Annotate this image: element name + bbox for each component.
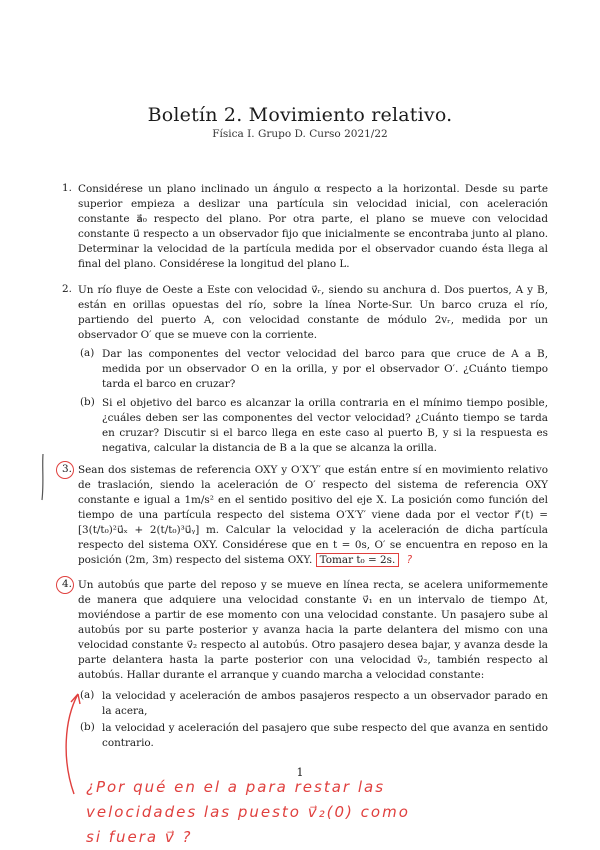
annotation-arrow-icon [58,690,88,800]
problem-2-number: 2. [62,283,72,295]
problem-2-text: Un río fluye de Oeste a Este con velocidad v⃗ᵣ, siendo su anchura d. Dos puertos, A y B, están en orillas opuestas del río, sobre la línea Norte-Sur. Un barco cruza el río, partiendo del puerto A, con velocidad constante de módulo 2vᵣ, medida por un observador O′ que se mueve con la corriente. [78,284,548,341]
problem-2a-text: Dar las componentes del vector velocidad del barco para que cruce de A a B, medida por un observador O en la orilla, y por el observador O′. ¿Cuánto tiempo tarda el barco en cruzar? [102,348,548,390]
problem-4-text: Un autobús que parte del reposo y se mueve en línea recta, se acelera uniformemente de manera que adquiere una velocidad constante v⃗₁ en un intervalo de tiempo Δt, moviéndose a partir de ese momento con una velocidad constante. Un pasajero sube al autobús por su parte posterior y avanza hacia la parte delantera del mismo con una velocidad constante v⃗₂ respecto al autobús. Otro pasajero desea bajar, y avanza desde la parte delantera hasta la parte posterior con una velocidad v⃗₂, también respecto al autobús. Hallar durante el arranque y cuando marcha a velocidad constante: [78,579,548,681]
problem-4b-label: (b) [80,721,95,733]
problem-4b-text: la velocidad y aceleración del pasajero que sube respecto del que avanza en sentido contrario. [102,722,548,749]
problem-2b-label: (b) [80,396,95,408]
problem-1-number: 1. [62,182,72,194]
page-title: Boletín 2. Movimiento relativo. [147,104,453,126]
problem-2b-text: Si el objetivo del barco es alcanzar la orilla contraria en el mínimo tiempo posible, ¿cuáles deben ser las componentes del vector velocidad? ¿Cuánto tiempo se tarda en cruzar? Discutir si el barco llega en este caso al puerto B, y si la respuesta es negativa, calcular la distancia de B a la que se alcanza la orilla. [102,397,548,454]
question-mark-annotation: ? [406,554,413,566]
problem-3-highlight-box: Tomar t₀ = 2s. [316,553,400,567]
problem-3-statement: Sean dos sistemas de referencia OXY y O′X′Y′ que están entre sí en movimiento relativo de traslación, siendo la aceleración de O′ respecto del sistema de referencia OXY constante e igual a 1m/s² en el sentido positivo del eje X. La posición como función del tiempo de una partícula respecto del sistema O′X′Y′ viene dada por el vector r⃗′(t) = [3(t/t₀)²u⃗ₓ + 2(t/t₀)³u⃗ᵧ] m. Calcular la velocidad y la aceleración de dicha partícula respecto del sistema OXY. Considérese que en t = 0s, O′ se encuentra en reposo en la posición (2m, 3m) respecto del sistema OXY. [78,464,548,566]
problem-4a-label: (a) [80,689,95,701]
handwritten-note-line-3: si fuera v⃗ ? [86,828,193,846]
problem-2a-label: (a) [80,347,95,359]
problem-3-text [78,463,548,568]
problem-4a-text: la velocidad y aceleración de ambos pasajeros respecto a un observador parado en la acera, [102,690,548,717]
handwritten-note-line-2: velocidades las puesto v⃗₂(0) como [86,803,410,821]
handwritten-note-line-1: ¿Por qué en el a para restar las [86,778,386,796]
page-number: 1 [296,766,304,779]
margin-line-mark [36,452,50,502]
problem-4-number: 4. [62,578,72,590]
page-subtitle: Física I. Grupo D. Curso 2021/22 [212,128,388,140]
problem-1-text: Considérese un plano inclinado un ángulo α respecto a la horizontal. Desde su parte superior empieza a deslizar una partícula sin velocidad inicial, con aceleración constante a⃗₀ respecto del plano. Por otra parte, el plano se mueve con velocidad constante u⃗ respecto a un observador fijo que inicialmente se encontraba junto al plano. Determinar la velocidad de la partícula medida por el observador cuando ésta llega al final del plano. Considérese la longitud del plano L. [78,183,548,270]
problem-3-number: 3. [62,463,72,475]
